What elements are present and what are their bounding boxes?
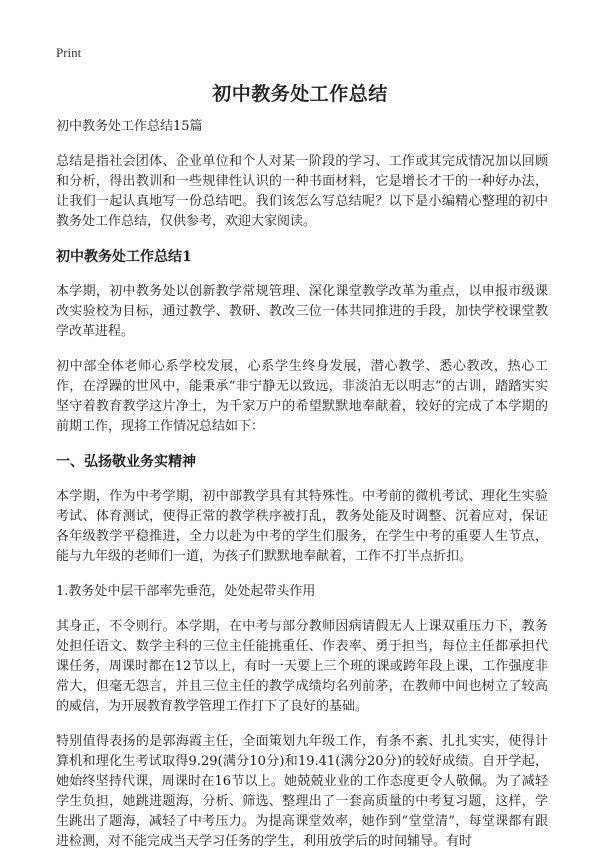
article-subtitle: 初中教务处工作总结15篇 <box>56 119 203 134</box>
intro-paragraph: 总结是指社会团体、企业单位和个人对某一阶段的学习、工作或其完成情况加以回顾和分析，得出教训和一些规律性认识的一种书面材料，它是增长才干的一种好办法，让我们一起认真地写一份总结吧。我们该怎么写总结呢？以下是小编精心整理的初中教务处工作总结，仅供参考，欢迎大家阅读。 <box>56 154 548 229</box>
article-body <box>56 118 548 867</box>
paragraph: 特别值得表扬的是郭海霞主任，全面策划九年级工作，有条不紊、扎扎实实，使得计算机和理化生考试取得9.29(满分10分)和19.41(满分20分)的较好成绩。自开学起，她始终坚持代课，周课时在16节以上。她兢兢业业的工作态度更令人敬佩。为了减轻学生负担，她跳进题海，分析、筛选、整理出了一套高质量的中考复习题，这样，学生跳出了题海，减轻了中考压力。为提高课堂效率，她作到“堂堂清”，每堂课都有跟进检测，对不能完成当天学习任务的学生，利用放学后的时间辅导。有时 <box>56 734 548 849</box>
section-heading: 一、弘扬敬业务实精神 <box>56 454 196 470</box>
page-title: 初中教务处工作总结 <box>212 83 388 105</box>
paragraph: 本学期，初中教务处以创新教学常规管理、深化课堂教学改革为重点，以申报市级课改实验校为目标，通过教学、教研、教改三位一体共同推进的手段，加快学校课堂教学改革进程。 <box>56 284 548 339</box>
section-heading: 初中教务处工作总结1 <box>56 249 192 265</box>
paragraph: 初中部全体老师心系学校发展，心系学生终身发展，潜心教学、悉心教改，热心工作，在浮躁的世风中，能秉承“非宁静无以致远，非淡泊无以明志”的古训，踏踏实实坚守着教育教学这片净土，为千家万户的希望默默地奉献着，较好的完成了本学期的前期工作，现将工作情况总结如下： <box>56 359 548 434</box>
paragraph: 本学期，作为中考学期，初中部教学具有其特殊性。中考前的微机考试、理化生实验考试、体育测试，使得正常的教学秩序被打乱，教务处能及时调整、沉着应对，保证各年级教学平稳推进，全力以赴为中考的学生们服务，在学生中考的重要人生节点，能与九年级的老师们一道，为孩子们默默地奉献着，工作不打半点折扣。 <box>56 489 548 564</box>
subsection-heading: 1.教务处中层干部率先垂范，处处起带头作用 <box>56 584 316 599</box>
print-link[interactable]: Print <box>56 45 82 60</box>
paragraph: 其身正，不令则行。本学期，在中考与部分教师因病请假无人上课双重压力下，教务处担任语文、数学主科的三位主任能挑重任、作表率、勇于担当，每位主任都承担代课任务，周课时都在12节以上，有时一天要上三个班的课或跨年段上课，工作强度非常大，但毫无怨言，并且三位主任的教学成绩均名列前茅，在教师中间也树立了较高的威信，为开展教育教学管理工作打下了良好的基础。 <box>56 619 548 714</box>
